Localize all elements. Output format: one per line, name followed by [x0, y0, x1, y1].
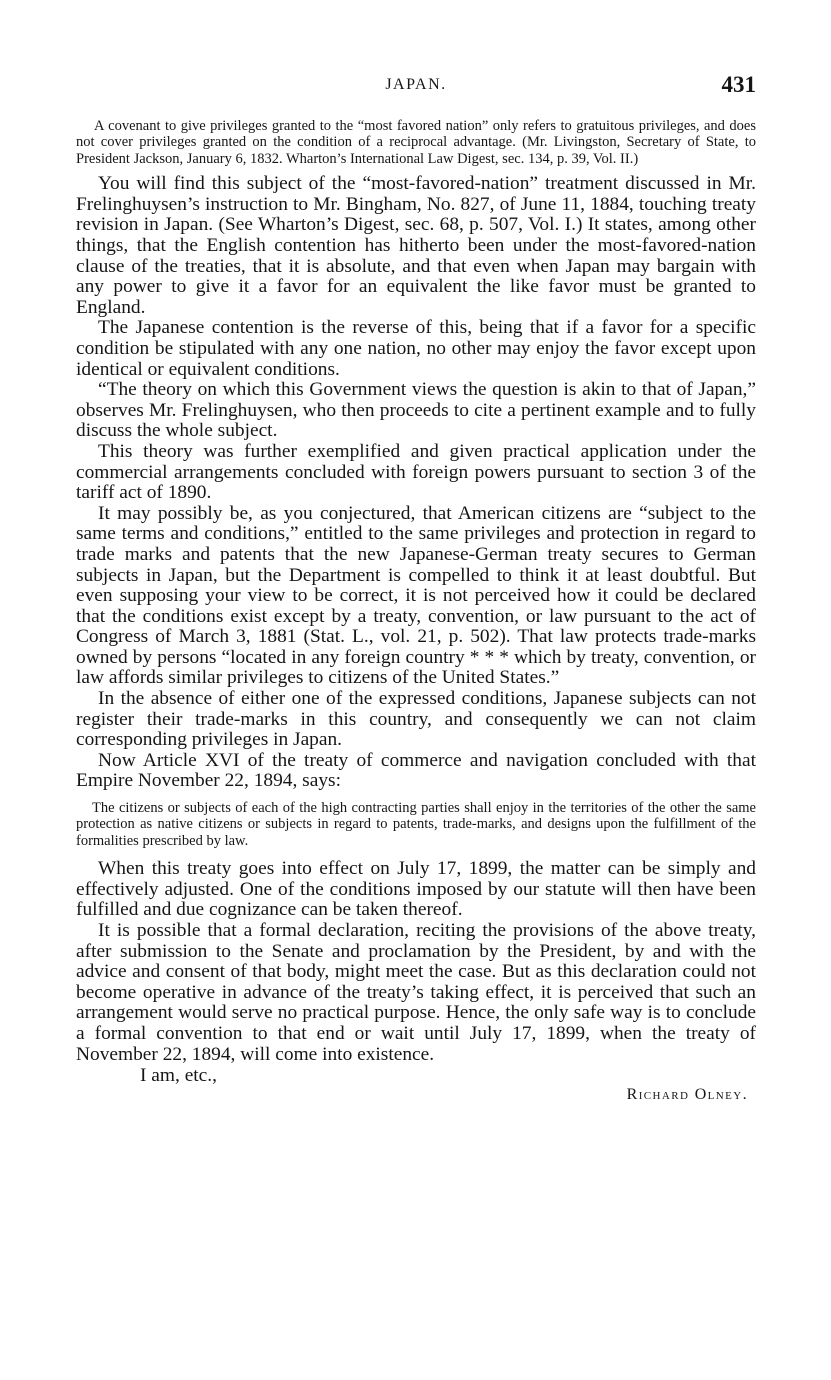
headnote: A covenant to give privileges granted to the “most favored nation” only refers to gratuitous privileges, and does not cover privileges granted on the condition of a reciprocal advantage. (Mr. Livingston, Secretary of State, to President Jackson, January 6, 1832. Wharton’s International Law Digest, sec. 134, p. 39, Vol. II.)	[76, 118, 756, 167]
signature: Richard Olney.	[626, 1086, 748, 1104]
paragraph: When this treaty goes into effect on July 17, 1899, the matter can be simply and effectively adjusted. One of the conditions imposed by our statute will then have been fulfilled and due cognizance can be taken thereof.	[76, 858, 756, 921]
paragraph: Now Article XVI of the treaty of commerce and navigation concluded with that Empire November 22, 1894, says:	[76, 749, 756, 792]
paragraph: “The theory on which this Government views the question is akin to that of Japan,” observes Mr. Frelinghuysen, who then proceeds to cite a pertinent example and to fully discuss the whole subject.	[76, 379, 756, 442]
paragraph: It is possible that a formal declaration, reciting the provisions of the above treaty, after submission to the Senate and proclamation by the President, by and with the advice and consent of that body, might meet the case. But as this declaration could not become operative in advance of the treaty’s taking effect, it is perceived that such an arrangement would serve no practical purpose. Hence, the only safe way is to conclude a formal convention to that end or wait until July 17, 1899, when the treaty of November 22, 1894, will come into existence.	[76, 920, 756, 1065]
page-number: 431	[721, 72, 756, 97]
treaty-quote: The citizens or subjects of each of the high contracting parties shall enjoy in the territories of the other the same protection as native citizens or subjects in regard to patents, trade-marks, and designs upon the fulfillment of the formalities prescribed by law.	[76, 800, 756, 849]
paragraph: You will find this subject of the “most-favored-nation” treatment discussed in Mr. Frelinghuysen’s instruction to Mr. Bingham, No. 827, of June 11, 1884, touching treaty revision in Japan. (See Wharton’s Digest, sec. 68, p. 507, Vol. I.) It states, among other things, that the English contention has hitherto been under the most-favored-nation clause of the treaties, that it is absolute, and that even when Japan may bargain with any power to give it a favor for an equivalent the like favor must be granted to England.	[76, 173, 756, 318]
paragraph: The Japanese contention is the reverse of this, being that if a favor for a specific condition be stipulated with any one nation, no other may enjoy the favor except upon identical or equivalent conditions.	[76, 317, 756, 380]
closing-line: I am, etc.,	[140, 1065, 217, 1087]
paragraph: This theory was further exemplified and given practical application under the commercial arrangements concluded with foreign powers pursuant to section 3 of the tariff act of 1890.	[76, 440, 756, 504]
body-text	[76, 118, 756, 1104]
paragraph: In the absence of either one of the expressed conditions, Japanese subjects can not register their trade-marks in this country, and consequently we can not claim corresponding privileges in Japan.	[76, 688, 756, 751]
page-header	[76, 72, 756, 102]
running-head: JAPAN.	[385, 76, 447, 93]
paragraph: It may possibly be, as you conjectured, that American citizens are “subject to the same terms and conditions,” entitled to the same privileges and protection in regard to trade marks and patents that the new Japanese-German treaty secures to German subjects in Japan, but the Department is compelled to think it at least doubtful. But even supposing your view to be correct, it is not perceived how it could be declared that the conditions exist except by a treaty, convention, or law pursuant to the act of Congress of March 3, 1881 (Stat. L., vol. 21, p. 502). That law protects trade-marks owned by persons “located in any foreign country * * * which by treaty, convention, or law affords similar privileges to citizens of the United States.”	[76, 502, 756, 689]
